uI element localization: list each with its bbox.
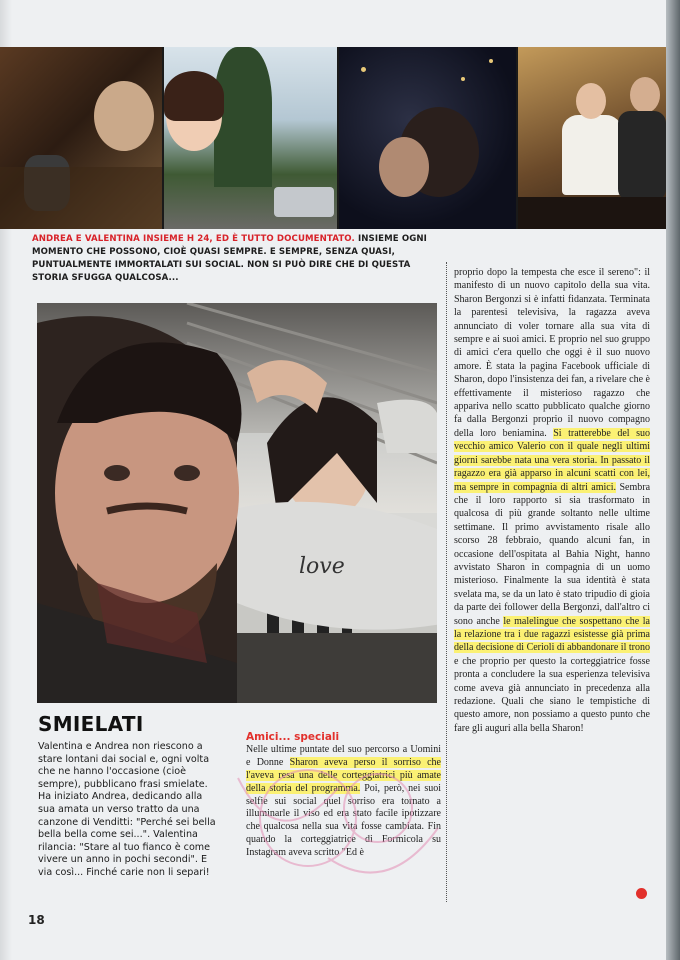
- caption-highlight: ANDREA E VALENTINA INSIEME H 24, ED È TUTTO DOCUMENTATO.: [32, 234, 355, 244]
- photo-couple-sofa: [518, 47, 666, 229]
- photo-night-kiss: [339, 47, 516, 229]
- mid-text-1: Nelle ultime puntate del suo percorso a Uomini e Donne: [246, 743, 441, 768]
- left-column-text: Valentina e Andrea non riescono a stare lontani dai social e, ogni volta che ne hanno l'occasione (cioè sempre), pubblicano frasi smielate. Ha iniziato Andrea, dedicando alla sua amata un verso tratto da una canzone di Venditti: "Perché sei bella bella bella come sei...". Valentina rilancia: "Stare al tuo fianco è come vivere un anno in pochi secondi". E via così... Finché carie non li separi!: [38, 741, 216, 878]
- middle-column-text: [246, 744, 441, 860]
- section-heading: Amici... speciali: [246, 731, 340, 743]
- left-column: [38, 741, 216, 880]
- photo-caption: [32, 233, 444, 285]
- main-photo-selfie: [37, 303, 437, 703]
- right-highlight-1: Si tratterebbe del suo vecchio amico Valerio con il quale negli ultimi giorni sarebbe nata una vera storia. In passato il ragazzo era già apparso in alcuni scatti con lei, ma sempre in compagnia di altri amici.: [454, 427, 650, 493]
- shirt-text: love: [299, 554, 345, 579]
- article-title: SMIELATI: [38, 712, 144, 736]
- caption-text: INSIEME OGNI MOMENTO CHE POSSONO, CIOÈ QUASI SEMPRE. E SEMPRE, SENZA QUASI, PUNTUALMENTE IMMORTALATI SUI SOCIAL. NON SI PUÒ DIRE CHE DI QUESTA STORIA SFUGGA QUALCOSA...: [32, 234, 427, 283]
- main-photo-art: [37, 303, 437, 703]
- right-highlight-2: le malelingue che sospettano che la la relazione tra i due ragazzi esistesse già prima della decisione di Cerioli di abbandonare il trono: [454, 615, 650, 654]
- photo-selfie-lake: [164, 47, 337, 229]
- right-column: [454, 266, 650, 735]
- page-number: 18: [28, 913, 45, 927]
- photo-couple-room: [0, 47, 162, 229]
- column-divider: [446, 262, 448, 902]
- book-gutter: [666, 0, 680, 960]
- mid-highlight: Sharon aveva perso il sorriso che l'aveva resa una delle corteggiatrici più amate della storia del programma.: [246, 756, 441, 794]
- right-column-text: [454, 266, 650, 735]
- photo-strip: [0, 47, 666, 229]
- right-text-2: Sembra che il loro rapporto si sia trasformato in qualcosa di più grande soltanto nelle ultime settimane. Il primo avvistamento risale allo scorso 28 febbraio, quando alcuni fan, in occasione dell'ospitata al Bahia Night, hanno avvistato Sharon in compagnia di un uomo misterioso. Finalmente la sua identità è stata svelata ma, se da un lato è stato tripudio di gioia da parte dei follower della Bergonzi, dall'altro ci sono anche: [454, 481, 651, 627]
- middle-column: [246, 731, 441, 860]
- mid-text-2: Poi, però, nei suoi selfie sui social quel sorriso era tornato a illuminarle il viso ed era stato facile ipotizzare che qualcosa nella sua vita fosse cambiata. Fin quando la corteggiatrice di Formicola su Instagram aveva scritto "Ed è: [246, 782, 441, 859]
- right-text-3: e che proprio per questo la corteggiatrice fosse pronta a concludere la sua esperienza televisiva come aveva già annunciato in precedenza alla redazione. Quali che siano le tempistiche di questo amore, non possiamo a questo punto che fare gli auguri alla bella Sharon!: [454, 655, 650, 734]
- article-end-mark: [636, 888, 647, 899]
- right-text-1: proprio dopo la tempesta che esce il sereno": il manifesto di un nuovo capitolo della sua vita. Sharon Bergonzi si è infatti fidanzata. Terminata la parentesi televisiva, la ragazza aveva annunciato di voler tornare alla sua vita di sempre e ai suoi amici. E proprio nel suo gruppo di amici c'era quello che oggi è il suo nuovo amore. È stata la pagina Facebook ufficiale di Sharon, dopo l'insistenza dei fan, a rivelare che è effettivamente il misterioso ragazzo che appariva nello scatto pubblicato qualche giorno fa dalla Bergonzi proprio il nuovo compagno della loro beniamina.: [454, 267, 650, 439]
